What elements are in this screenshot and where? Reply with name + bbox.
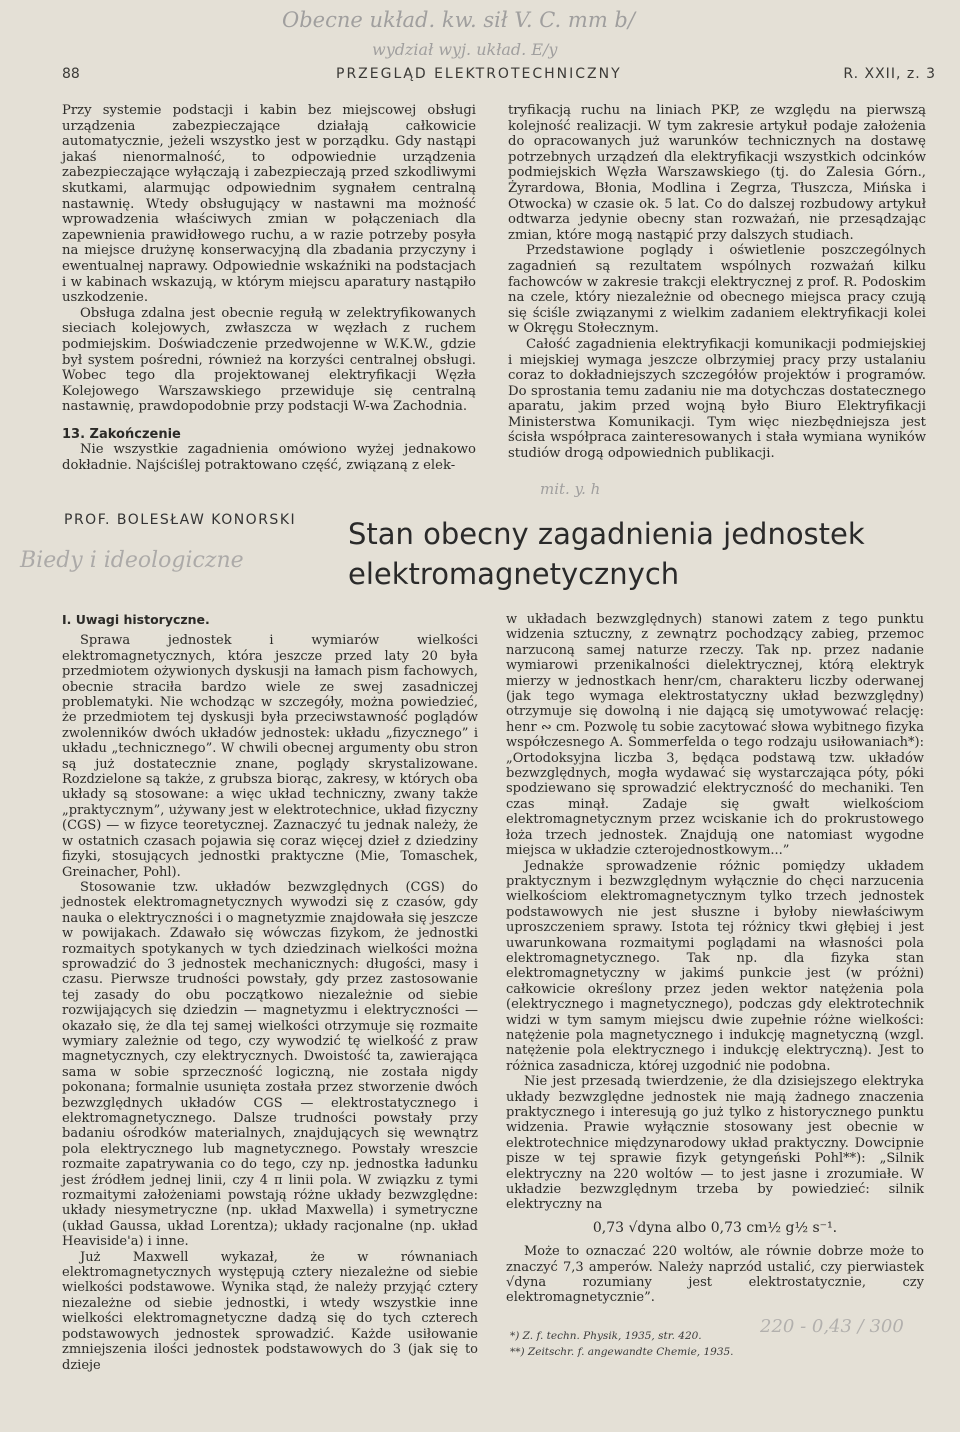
- handwritten-note-mid: mit. y. h: [540, 480, 601, 498]
- paragraph: Stosowanie tzw. układów bezwzględnych (CGS) do jednostek elektromagnetycznych wywodzi się z czasów, gdy nauka o elektryczności i o magnetyzmie znajdowała się jeszcze w powijakach. Zdawało się wówczas fizykom, że jednostki rozmaitych spotykanych w tych dziedzinach wielkości można sprowadzić do 3 jednostek mechanicznych: długości, masy i czasu. Pierwsze trudności powstały, gdy przez zastosowanie tej zasady do obu początkowo niezależnie od siebie rozwijających się dziedzin — magnetyzmu i elektryczności — okazało się, że dla tej samej wielkości otrzymuje się rozmaite wymiary zależnie od tego, czy wywodzić tę wielkość z praw magnetycznych, czy elektrycznych. Dwoistość ta, zawierająca sama w sobie sprzeczność logiczną, nie została nigdy pokonana; formalnie usunięta została przez stworzenie dwóch bezwzględnych układów CGS — elektrostatycznego i elektromagnetycznego. Dalsze trudności powstały przy badaniu ośrodków materialnych, znajdujących się wewnątrz pola elektrycznego lub magnetycznego. Powstały wreszcie rozmaite zapatrywania co do tego, czy np. jednostka ładunku jest źródłem jednej linii, czy 4 π linii pola. W związku z tymi rozmaitymi założeniami powstają różne układy bezwzględne: układy niesymetryczne (np. układ Maxwella) i symetryczne (układ Gaussa, układ Lorentza); układy racjonalne (np. układ Heaviside'a) i inne.: [62, 879, 478, 1250]
- paragraph: Jednakże sprowadzenie różnic pomiędzy układem praktycznym i bezwzględnym wyłącznie do chęci narzucenia wielkościom elektromagnetycznym tylko trzech jednostek podstawowych nie jest słuszne i byłoby niewłaściwym uproszczeniem sprawy. Istota tej różnicy tkwi głębiej i jest uwarunkowana rozmaitymi poglądami na własności pola elektromagnetycznego. Tak np. dla fizyka stan elektromagnetyczny w jakimś punkcie jest (w próżni) całkowicie określony przez jeden wektor natężenia pola (elektrycznego i magnetycznego), podczas gdy elektrotechnik widzi w tym samym miejscu dwie zupełnie różne wielkości: natężenie pola magnetycznego i indukcję magnetyczną (wzgl. natężenie pola elektrycznego i indukcję elektryczną). Jest to różnica zasadnicza, której uzgodnić nie podobna.: [506, 858, 924, 1074]
- footnote: **) Zeitschr. f. angewandte Chemie, 1935.: [510, 1346, 734, 1358]
- pencil-calculation: 220 - 0,43 / 300: [760, 1316, 904, 1337]
- paragraph: Może to oznaczać 220 woltów, ale równie dobrze może to znaczyć 7,3 amperów. Należy naprzód ustalić, czy pierwiastek √dyna rozumiany jest elektrostatycznie, czy elektromagnetycznie”.: [506, 1244, 924, 1306]
- paragraph: w układach bezwzględnych) stanowi zatem z tego punktu widzenia sztuczny, z zewnątrz pochodzący zabieg, przemoc narzuconą samej naturze rzeczy. Tak np. przez nadanie wymiarowi przenikalności dielektrycznej, którą elektryk mierzy w jednostkach henr/cm, charakteru liczby oderwanej (jak tego wymaga elektrostatyczny układ bezwzględny) otrzymuje się dowolną i nie dającą się umotywować relację: henr ∾ cm. Pozwolę tu sobie zacytować słowa wybitnego fizyka współczesnego A. Sommerfelda o tego rodzaju usiłowaniach*): „Ortodoksyjna liczba 3, będąca podstawą tzw. układów bezwzględnych, mogła wydawać się wystarczająca póty, póki spodziewano się sprowadzić elektryczność do mechaniki. Ten czas minął. Zadaje się gwałt wielkościom elektromagnetycznym przez wciskanie ich do prokrustowego łoża trzech jednostek. Znajdują one natomiast wygodne miejsca w układzie czterojednostkowym...”: [506, 612, 924, 859]
- article-right-column: [506, 612, 924, 1306]
- paragraph: Całość zagadnienia elektryfikacji komunikacji podmiejskiej i miejskiej wymaga jeszcze olbrzymiej pracy przy ustalaniu coraz to dokładniejszych szczegółów projektów i programów. Do sprostania temu zadaniu nie ma dotychczas dostatecznego aparatu, jakim przed wojną było Biuro Elektryfikacji Ministerstwa Komunikacji. Tym więc niezbędniejsza jest ścisła współpraca zainteresowanych i stała wymiana wyników studiów drogą odpowiednich publikacji.: [508, 336, 926, 462]
- formula: 0,73 √dyna albo 0,73 cm½ g½ s⁻¹.: [592, 1219, 838, 1236]
- paragraph: Obsługa zdalna jest obecnie regułą w zelektryfikowanych sieciach kolejowych, zwłaszcza w węzłach z ruchem podmiejskim. Doświadczenie przedwojenne w W.K.W., gdzie był system pośredni, również na korzyści centralnej obsługi. Wobec tego dla projektowanej elektryfikacji Węzła Kolejowego Warszawskiego przewiduje się centralną nastawnię, prawdopodobnie przy podstacji W-wa Zachodnia.: [62, 305, 476, 415]
- issue-label: R. XXII, z. 3: [843, 66, 936, 82]
- top-left-column: [62, 103, 476, 474]
- paragraph: Nie wszystkie zagadnienia omówiono wyżej jednakowo dokładnie. Najściślej potraktowano część, związaną z elek-: [62, 442, 476, 474]
- article-title: Stan obecny zagadnienia jednostek elektromagnetycznych: [348, 517, 865, 591]
- handwritten-note-top-1: Obecne układ. kw. sił V. C. mm b/: [282, 8, 635, 32]
- paragraph: Nie jest przesadą twierdzenie, że dla dzisiejszego elektryka układy bezwzględne jednostek nie mają żadnego znaczenia praktycznego i interesują go już tylko z historycznego punktu widzenia. Prawie wyłącznie stosowany jest obecnie w elektrotechnice międzynarodowy układ praktyczny. Dowcipnie pisze w tej sprawie fizyk getyngeński Pohl**): „Silnik elektryczny na 220 woltów — to jest jasne i zrozumiałe. W układzie bezwzględnym trzeba by powiedzieć: silnik elektryczny na: [506, 1074, 924, 1213]
- handwritten-note-side: Biedy i ideologiczne: [20, 548, 244, 573]
- section-heading: I. Uwagi historyczne.: [62, 612, 210, 627]
- handwritten-note-top-2: wydział wyj. układ. E/y: [372, 40, 558, 59]
- journal-title: PRZEGLĄD ELEKTROTECHNICZNY: [336, 66, 622, 82]
- footnote: *) Z. f. techn. Physik, 1935, str. 420.: [510, 1330, 702, 1342]
- paragraph: tryfikacją ruchu na liniach PKP, ze względu na pierwszą kolejność realizacji. W tym zakresie artykuł podaje założenia do opracowanych już warunków technicznych na dostawę potrzebnych urządzeń dla elektryfikacji wszystkich odcinków podmiejskich Węzła Warszawskiego (tj. do Zalesia Górn., Żyrardowa, Błonia, Modlina i Zegrza, Tłuszcza, Mińska i Otwocka) w czasie ok. 5 lat. Co do dalszej rozbudowy artykuł odtwarza jedynie obecny stan rozważań, nie przesądzając zmian, które mogą nastąpić przy dalszych studiach.: [508, 103, 926, 243]
- article-left-column: [62, 612, 478, 1373]
- running-header: [62, 66, 936, 88]
- section-heading: 13. Zakończenie: [62, 426, 181, 442]
- paragraph: Już Maxwell wykazał, że w równaniach elektromagnetycznych występują cztery niezależne od siebie wielkości podstawowe. Wynika stąd, że należy przyjąć cztery niezależne od siebie jednostki, i wtedy wszystkie inne wielkości elektromagnetyczne dadzą się do tych czterech podstawowych jednostek sprowadzić. Każde usiłowanie zmniejszenia ilości jednostek podstawowych do 3 (jak się to dzieje: [62, 1249, 478, 1373]
- paragraph: Sprawa jednostek i wymiarów wielkości elektromagnetycznych, która jeszcze przed laty 20 była przedmiotem ożywionych dyskusji na łamach pism fachowych, obecnie straciła bardzo wiele ze swej zasadniczej problematyki. Nie wchodząc w szczegóły, można powiedzieć, że przedmiotem tej dyskusji była przeciwstawność poglądów zwolenników dwóch układów jednostek: układu „fizycznego” i układu „technicznego”. W chwili obecnej argumenty obu stron są już dostatecznie znane, poglądy skrystalizowane. Rozdzielone są także, z grubsza biorąc, zakresy, w których oba układy są stosowane: a więc układ techniczny, zwany także „praktycznym”, używany jest w elektrotechnice, układ fizyczny (CGS) — w fizyce teoretycznej. Zaznaczyć tu jednak należy, że w ostatnich czasach pojawia się coraz więcej dzieł z dziedziny fizyki, stosujących jednostki praktyczne (Mie, Tomaschek, Greinacher, Pohl).: [62, 633, 478, 880]
- paragraph: Przy systemie podstacji i kabin bez miejscowej obsługi urządzenia zabezpieczające działają całkowicie automatycznie, jeżeli wszystko jest w porządku. Gdy nastąpi jakaś nienormalność, to odpowiednie urządzenia zabezpieczające wyłączają i zabezpieczają przed szkodliwymi skutkami, alarmując odpowiednim sygnałem centralną nastawnię. Wtedy obsługujący w nastawni ma możność wprowadzenia właściwych zmian w połączeniach dla zapewnienia prawidłowego ruchu, a w razie potrzeby posyła na miejsce drużynę konserwacyjną dla zbadania przyczyny i ewentualnej naprawy. Odpowiednie wskaźniki na podstacjach i w kabinach wskazują, w którym miejscu aparatury nastąpiło uszkodzenie.: [62, 103, 476, 306]
- top-right-column: [508, 103, 926, 462]
- page-number: 88: [62, 66, 80, 82]
- article-author: PROF. BOLESŁAW KONORSKI: [64, 512, 297, 528]
- footnotes: [510, 1328, 734, 1360]
- paragraph: Przedstawione poglądy i oświetlenie poszczególnych zagadnień są rezultatem wspólnych rozważań kilku fachowców w zakresie trakcji elektrycznej z prof. R. Podoskim na czele, który niezależnie od obecnego miejsca pracy czują się ściśle związanymi z wielkim zadaniem elektryfikacji kolei w Okręgu Stołecznym.: [508, 243, 926, 337]
